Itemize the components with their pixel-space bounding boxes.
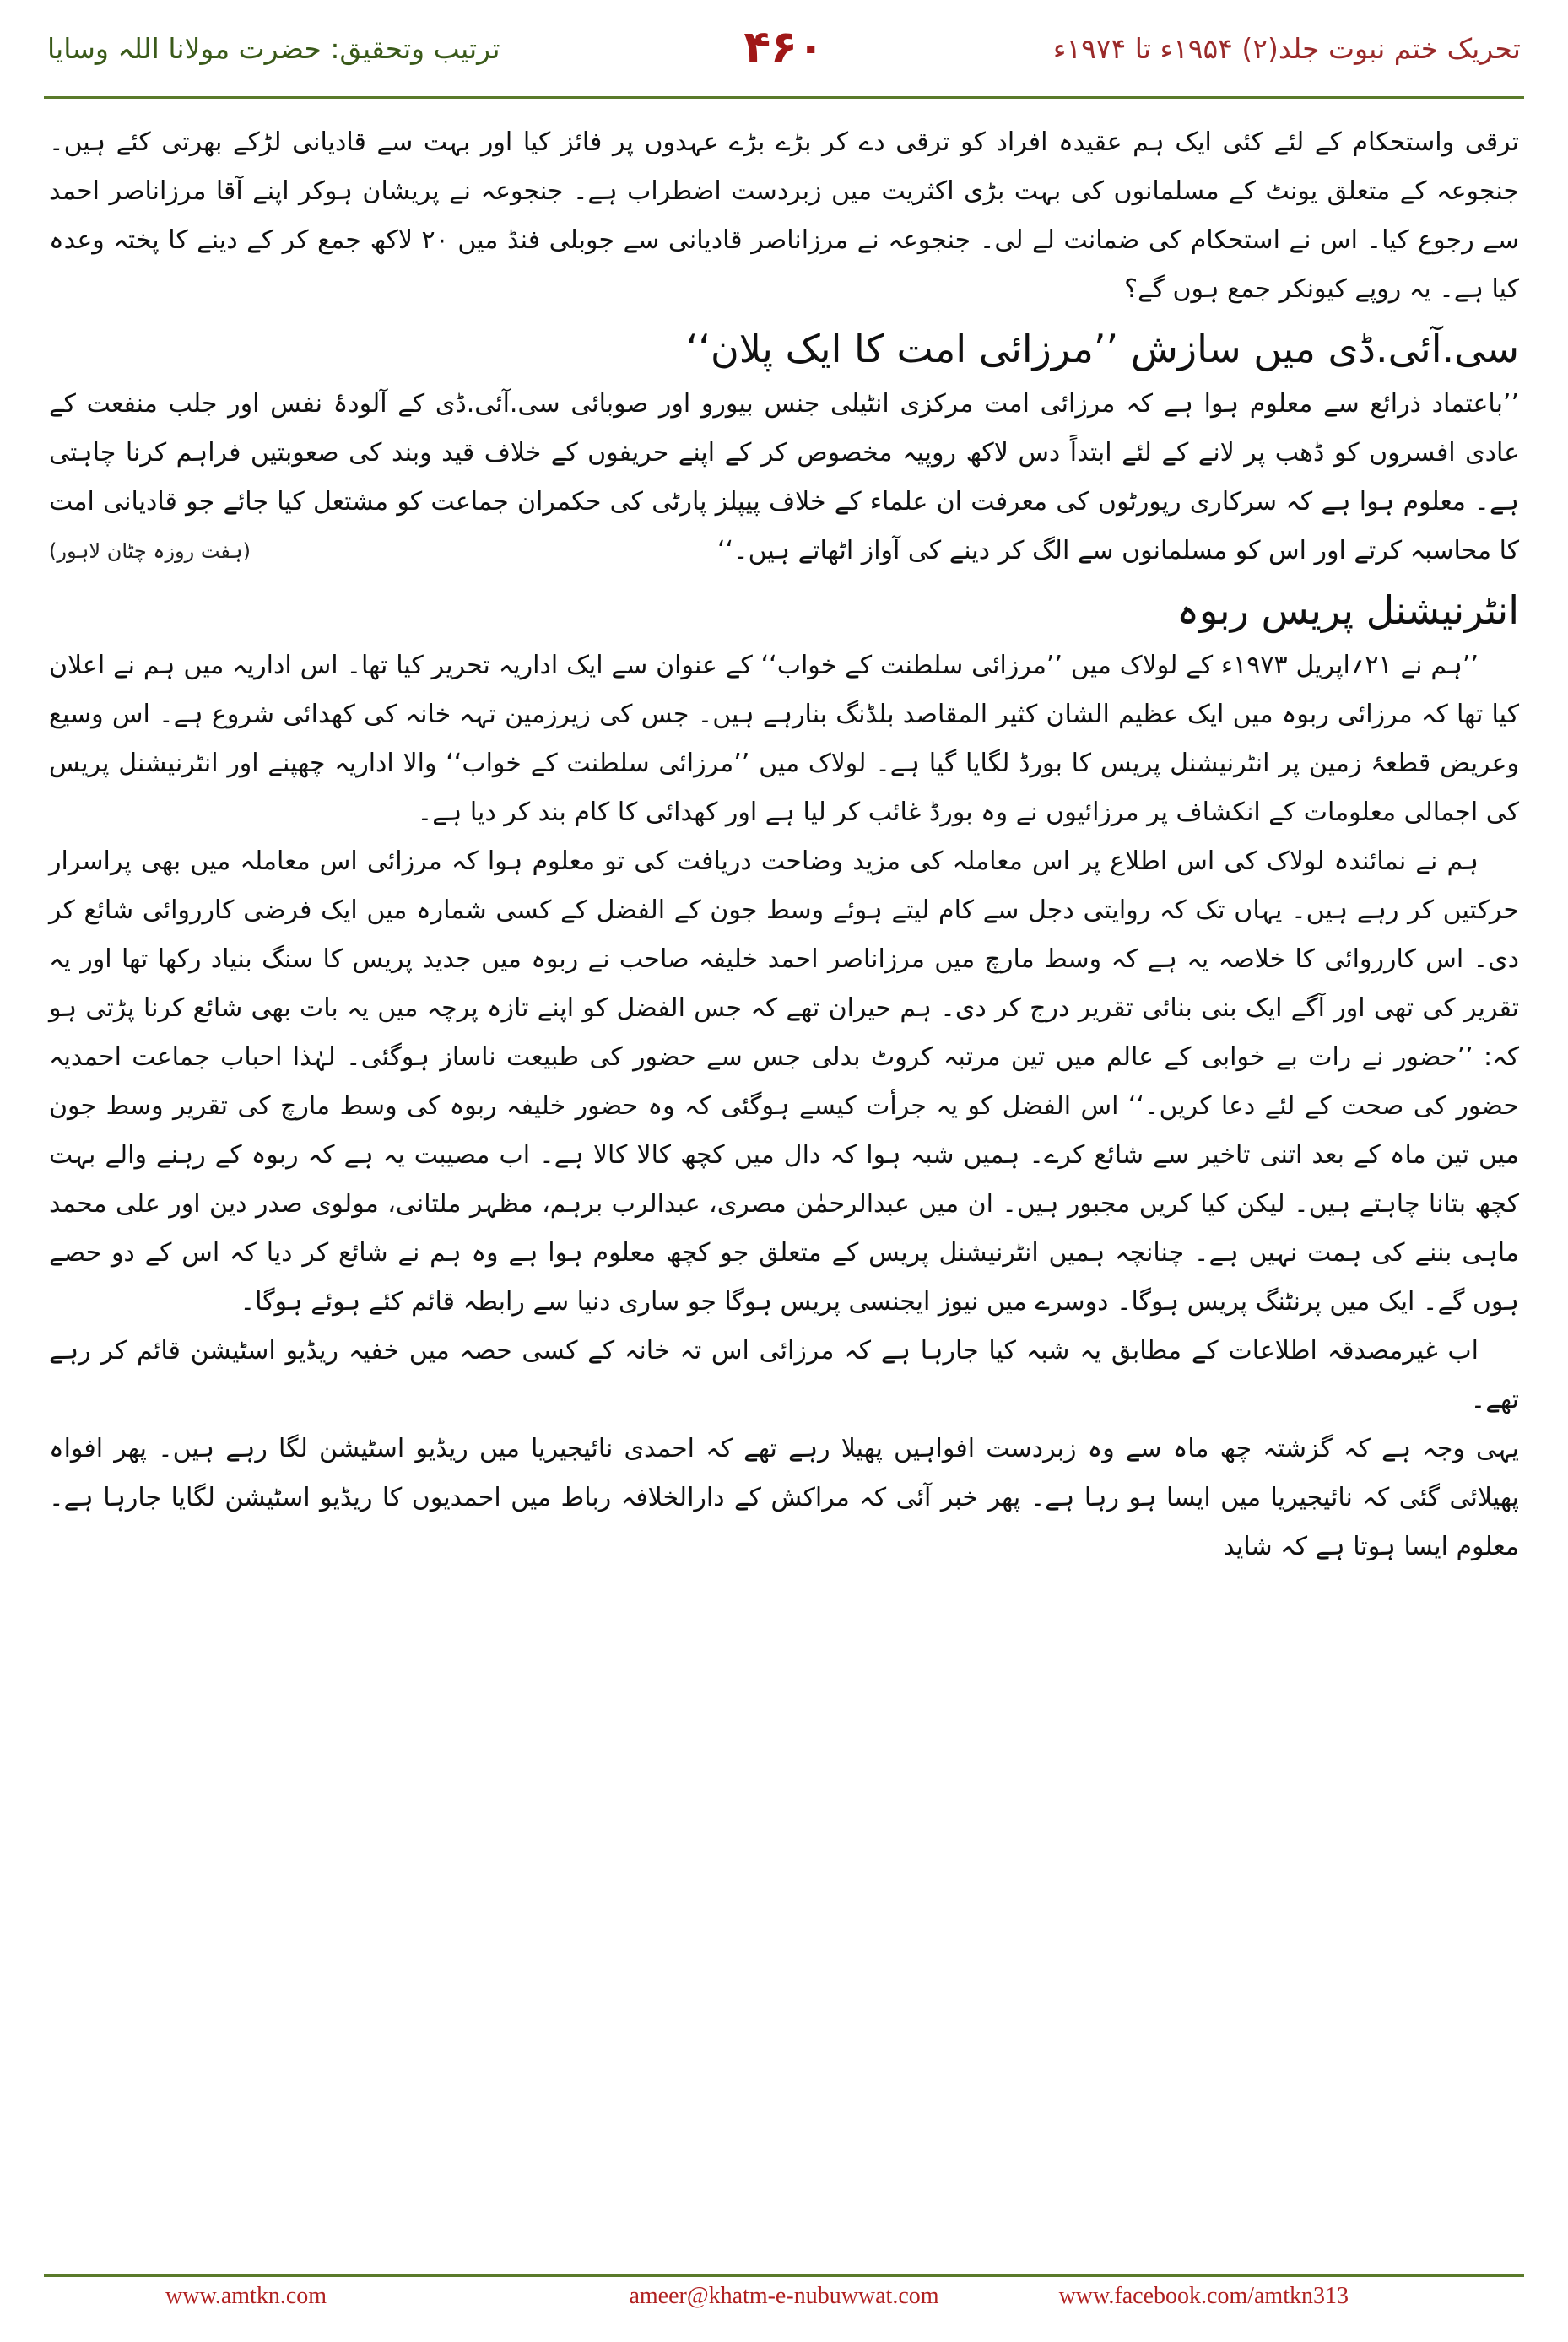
book-title: تحریک ختم نبوت جلد(۲) ۱۹۵۴ء تا ۱۹۷۴ء (1052, 32, 1521, 65)
page-header (0, 0, 1568, 100)
facebook-link[interactable]: www.facebook.com/amtkn313 (1058, 2283, 1349, 2309)
section-heading-international-press: انٹرنیشنل پریس ربوہ (1176, 587, 1519, 633)
compiler-credit: ترتیب وتحقیق: حضرت مولانا اللہ وسایا (47, 32, 500, 65)
quote-text: ’’باعتماد ذرائع سے معلوم ہوا ہے کہ مرزائی امت مرکزی انٹیلی جنس بیورو اور صوبائی سی.آئی.ڈی کے آلودۂ نفس اور جلب منفعت کے عادی افسروں کو ڈھب پر لانے کے لئے ابتداً دس لاکھ روپیہ مخصوص کر کے اپنے حریفوں کے خلاف قید وبند کی صعوبتیں فراہم کرنا چاہتی ہے۔ معلوم ہوا ہے کہ سرکاری رپورٹوں کی معرفت ان علماء کے خلاف پیپلز پارٹی کی حکمران جماعت کو مشتعل کیا جائے جو قادیانی امت کا محاسبہ کرتے اور اس کو مسلمانوں سے الگ کر دینے کی آواز اٹھاتے ہیں۔‘‘ (49, 389, 1519, 565)
header-divider (44, 96, 1524, 99)
website-link[interactable]: www.amtkn.com (165, 2283, 327, 2309)
paragraph-5: اب غیرمصدقہ اطلاعات کے مطابق یہ شبہ کیا جارہا ہے کہ مرزائی اس تہ خانہ کے کسی حصہ میں خفیہ ریڈیو اسٹیشن قائم کر رہے تھے۔ (49, 1336, 1519, 1414)
section-heading-cid-conspiracy: سی.آئی.ڈی میں سازش ’’مرزائی امت کا ایک پلان‘‘ (685, 326, 1519, 371)
page-number: ۴۶۰ (743, 22, 825, 73)
paragraph-1: ترقی واستحکام کے لئے کئی ایک ہم عقیدہ افراد کو ترقی دے کر بڑے بڑے عہدوں پر فائز کیا اور بہت سے قادیانی لڑکے بھرتی کئے ہیں۔ جنجوعہ کے متعلق یونٹ کے مسلمانوں کی بہت بڑی اکثریت میں زبردست اضطراب ہے۔ جنجوعہ نے پریشان ہوکر اپنے آقا مرزاناصر احمد سے رجوع کیا۔ اس نے استحکام کی ضمانت لے لی۔ جنجوعہ نے مرزاناصر قادیانی سے جوبلی فنڈ میں ۲۰ لاکھ جمع کر کے دینے کا پختہ وعدہ کیا ہے۔ یہ روپے کیونکر جمع ہوں گے؟ (49, 127, 1519, 304)
paragraph-3: ’’ہم نے ۲۱؍اپریل ۱۹۷۳ء کے لولاک میں ’’مرزائی سلطنت کے خواب‘‘ کے عنوان سے ایک اداریہ تحریر کیا تھا۔ اس اداریہ میں ہم نے اعلان کیا تھا کہ مرزائی ربوہ میں ایک عظیم الشان کثیر المقاصد بلڈنگ بنارہے ہیں۔ جس کی زیرزمین تہہ خانہ کی کھدائی شروع ہے۔ اس وسیع وعریض قطعۂ زمین پر انٹرنیشنل پریس کا بورڈ لگایا گیا ہے۔ لولاک میں ’’مرزائی سلطنت کے خواب‘‘ والا اداریہ چھپنے اور انٹرنیشنل پریس کی اجمالی معلومات کے انکشاف پر مرزائیوں نے وہ بورڈ غائب کر لیا ہے اور کھدائی کا کام بند کر دیا ہے۔ (49, 651, 1520, 827)
source-citation: (ہفت روزہ چٹان لاہور) (49, 539, 251, 563)
paragraph-2 (49, 380, 1519, 576)
footer-divider (44, 2274, 1524, 2277)
email-link[interactable]: ameer@khatm-e-nubuwwat.com (629, 2283, 939, 2309)
page-body (49, 118, 1519, 2266)
paragraph-6: یہی وجہ ہے کہ گزشتہ چھ ماہ سے وہ زبردست افواہیں پھیلا رہے تھے کہ احمدی نائیجیریا میں ریڈیو اسٹیشن لگا رہے ہیں۔ پھر افواہ پھیلائی گئی کہ نائیجیریا میں ایسا ہو رہا ہے۔ پھر خبر آئی کہ مراکش کے دارالخلافہ رباط میں احمدیوں کا ریڈیو اسٹیشن لگایا جارہا ہے۔ معلوم ایسا ہوتا ہے کہ شاید (49, 1434, 1519, 1561)
paragraph-4: ہم نے نمائندہ لولاک کی اس اطلاع پر اس معاملہ کی مزید وضاحت دریافت کی تو معلوم ہوا کہ مرزائی اس معاملہ میں بھی پراسرار حرکتیں کر رہے ہیں۔ یہاں تک کہ روایتی دجل سے کام لیتے ہوئے وسط جون کے الفضل کے کسی شمارہ میں ایک فرضی کارروائی شائع کر دی۔ اس کارروائی کا خلاصہ یہ ہے کہ وسط مارچ میں مرزاناصر احمد خلیفہ صاحب نے ربوہ میں جدید پریس کا سنگ بنیاد رکھا تھا اور یہ تقریر کی تھی اور آگے ایک بنی بنائی تقریر درج کر دی۔ ہم حیران تھے کہ جس الفضل کو اپنے تازہ پرچہ میں یہ بات بھی شائع کرنا پڑتی ہو کہ: ’’حضور نے رات بے خوابی کے عالم میں تین مرتبہ کروٹ بدلی جس سے حضور کی طبیعت ناساز ہوگئی۔ لہٰذا احباب جماعت احمدیہ حضور کی صحت کے لئے دعا کریں۔‘‘ اس الفضل کو یہ جرأت کیسے ہوگئی کہ وہ حضور خلیفہ ربوہ کی وسط مارچ کی تقریر وسط جون میں تین ماہ کے بعد اتنی تاخیر سے شائع کرے۔ ہمیں شبہ ہوا کہ دال میں کچھ کالا کالا ہے۔ اب مصیبت یہ ہے کہ ربوہ کے رہنے والے بہت کچھ بتانا چاہتے ہیں۔ لیکن کیا کریں مجبور ہیں۔ ان میں عبدالرحمٰن مصری، عبدالرب برہم، مظہر ملتانی، مولوی صدر دین اور علی محمد ماہی بننے کی ہمت نہیں ہے۔ چنانچہ ہمیں انٹرنیشنل پریس کے متعلق جو کچھ معلوم ہوا ہے وہ ہم نے شائع کر دیا کہ اس کے دو حصے ہوں گے۔ ایک میں پرنٹنگ پریس ہوگا۔ دوسرے میں نیوز ایجنسی پریس ہوگا جو ساری دنیا سے رابطہ قائم کئے ہوئے ہوگا۔ (49, 846, 1519, 1317)
page-footer (0, 2283, 1568, 2334)
